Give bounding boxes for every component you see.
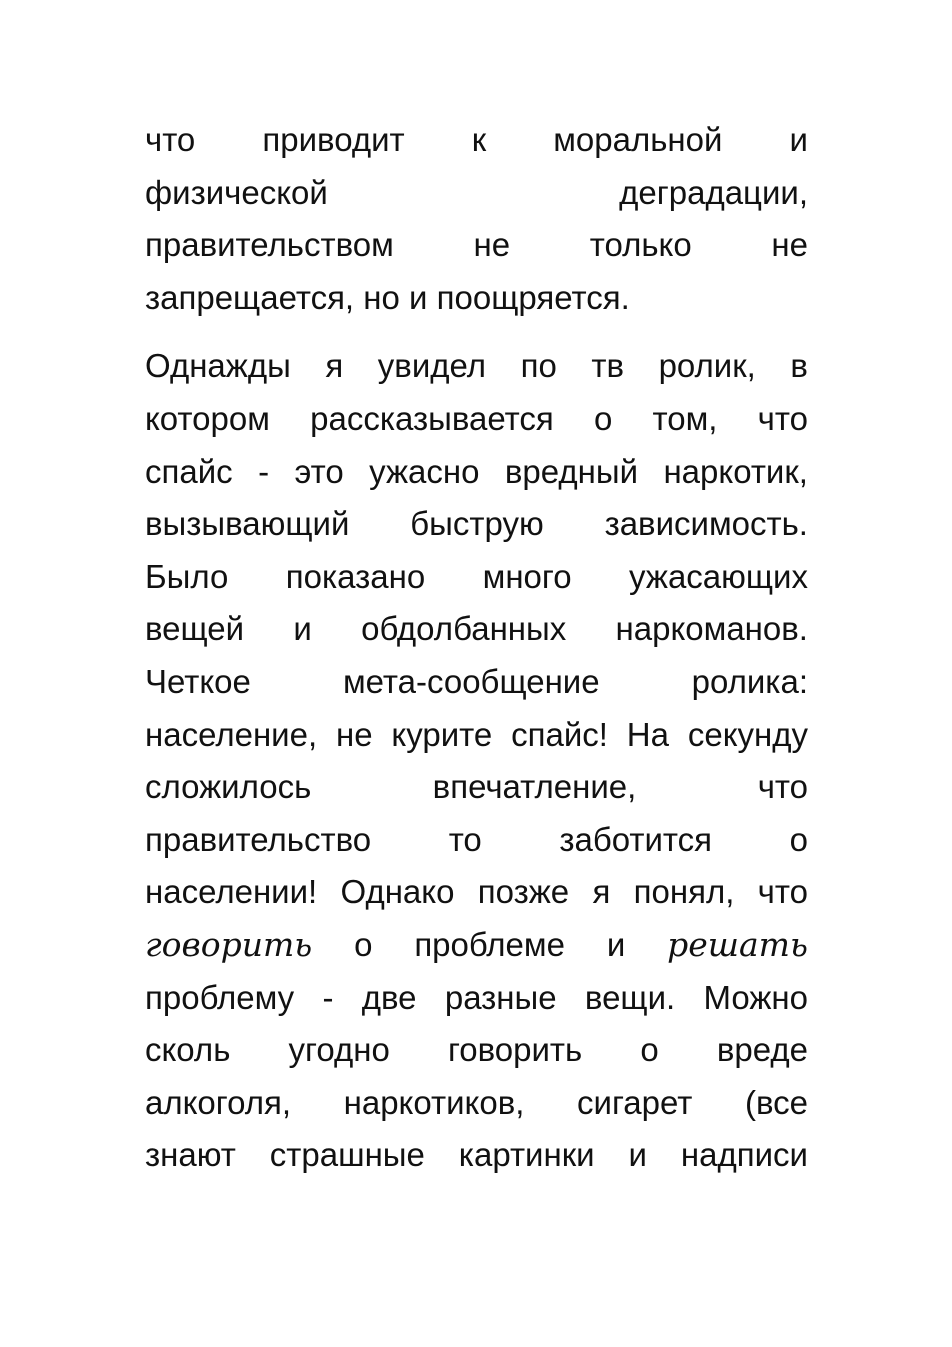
word: это (294, 452, 344, 490)
word: Однажды (145, 347, 291, 385)
word: вызывающий (145, 505, 350, 543)
word: Было (145, 557, 229, 595)
word: приводит (262, 121, 405, 158)
word: ужасающих (629, 557, 808, 595)
word: надписи (680, 1136, 808, 1174)
text-line (145, 272, 808, 325)
word: о (593, 399, 613, 437)
word: том, (652, 399, 718, 437)
word: мета-сообщение (342, 662, 600, 700)
text-line (145, 498, 808, 551)
text-line (145, 1024, 808, 1077)
word: вреде (716, 1031, 808, 1069)
text-line (145, 761, 808, 814)
word: курите (391, 715, 493, 753)
word: населении! (145, 873, 318, 911)
text-line (145, 393, 808, 446)
word: показано (285, 557, 426, 595)
word: о (354, 925, 373, 963)
paragraph-2 (145, 340, 808, 1182)
word: ролик, (658, 347, 756, 385)
word: наркотиков, (343, 1083, 525, 1121)
word: к (471, 121, 487, 158)
word: правительство (145, 820, 372, 858)
text-line (145, 866, 808, 919)
text-line (145, 603, 808, 656)
paragraph-1 (145, 114, 808, 324)
word: (все (744, 1083, 808, 1121)
word: то (448, 820, 482, 858)
word: и (628, 1136, 647, 1174)
text-line (145, 340, 808, 393)
word: деградации, (619, 173, 808, 211)
word: не (473, 226, 511, 264)
word: сигарет (577, 1083, 693, 1121)
word: алкоголя, (145, 1083, 292, 1121)
word: и (293, 610, 312, 648)
text-line (145, 709, 808, 762)
word: не (335, 715, 373, 753)
word: рассказывается (310, 399, 554, 437)
text-line (145, 972, 808, 1025)
word: картинки (458, 1136, 595, 1174)
word: по (520, 347, 557, 385)
word: о (789, 820, 808, 858)
text-line (145, 1077, 808, 1130)
word: спайс (145, 452, 233, 490)
word: две (361, 978, 417, 1016)
emphasized-word: решать (667, 924, 808, 964)
word: ужасно (369, 452, 480, 490)
word: говорить (447, 1031, 583, 1069)
word: только (589, 226, 692, 264)
word: я (325, 347, 344, 385)
text-line (145, 551, 808, 604)
word: секунду (687, 715, 808, 753)
word: разные (444, 978, 557, 1016)
word: вредный (504, 452, 639, 490)
word: Четкое (145, 662, 251, 700)
word: увидел (377, 347, 487, 385)
word: страшные (269, 1136, 425, 1174)
word: физической (145, 173, 328, 211)
word: и (789, 121, 808, 158)
word: много (482, 557, 572, 595)
word: наркоманов. (615, 610, 808, 648)
text-line (145, 114, 808, 167)
word: тв (591, 347, 625, 385)
word: угодно (288, 1031, 390, 1069)
word: не (771, 226, 808, 264)
word: котором (145, 399, 270, 437)
word: - (322, 978, 334, 1016)
word: сложилось (145, 768, 312, 806)
word: население, (145, 715, 318, 753)
word: ролика: (691, 662, 808, 700)
word: наркотик, (663, 452, 808, 490)
word: зависимость. (604, 505, 808, 543)
text-line (145, 1129, 808, 1182)
word: сколь (145, 1031, 231, 1069)
word: что (145, 121, 196, 158)
word: позже (477, 873, 570, 911)
word: Можно (703, 978, 808, 1016)
word: заботится (559, 820, 713, 858)
word: моральной (553, 121, 723, 158)
text-column (145, 114, 808, 1182)
text-line (145, 656, 808, 709)
word: спайс! (511, 715, 608, 753)
word: правительством (145, 226, 394, 264)
word: что (757, 399, 808, 437)
word: обдолбанных (361, 610, 567, 648)
text-line (145, 219, 808, 272)
word: запрещается, но и поощряется. (145, 278, 630, 316)
text-line (145, 446, 808, 499)
word: о (640, 1031, 659, 1069)
word: вещей (145, 610, 245, 648)
word: вещи. (584, 978, 676, 1016)
word: что (757, 873, 808, 911)
word: Однако (340, 873, 455, 911)
word: понял, (633, 873, 735, 911)
word: и (606, 925, 626, 963)
paragraph-spacer (145, 324, 808, 340)
word: - (258, 452, 270, 490)
emphasized-word: говорить (145, 924, 313, 964)
text-line (145, 919, 808, 972)
word: я (592, 873, 611, 911)
word: в (790, 347, 808, 385)
word: впечатление, (432, 768, 637, 806)
word: На (626, 715, 669, 753)
word: что (757, 768, 808, 806)
text-line (145, 814, 808, 867)
text-line (145, 167, 808, 220)
word: знают (145, 1136, 236, 1174)
word: проблеме (414, 925, 565, 963)
word: быструю (410, 505, 544, 543)
word: проблему (145, 978, 295, 1016)
